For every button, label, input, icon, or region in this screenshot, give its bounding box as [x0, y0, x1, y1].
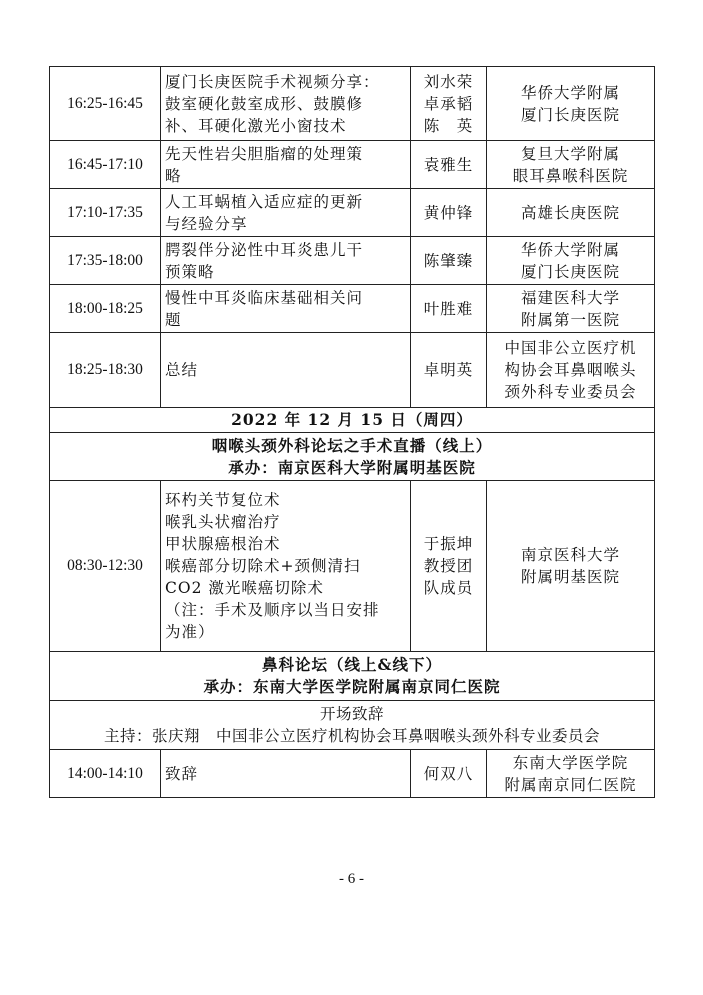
org-line: 构协会耳鼻咽喉头 — [504, 361, 637, 379]
topic-cell — [161, 333, 411, 408]
topic-cell — [161, 285, 411, 333]
schedule-table — [49, 66, 655, 798]
topic-line: 甲状腺癌根治术 — [165, 535, 281, 553]
topic-line: 厦门长庚医院手术视频分享： — [165, 72, 380, 91]
table-row — [50, 67, 655, 141]
org-line: 高雄长庚医院 — [520, 203, 620, 222]
org-line: 中国非公立医疗机 — [504, 339, 637, 357]
opening-chair: 主持：张庆翔 中国非公立医疗机构协会耳鼻咽喉头颈外科专业委员会 — [103, 727, 600, 745]
org-line: 附属南京同仁医院 — [504, 775, 637, 794]
topic-cell — [161, 481, 411, 652]
opening-remarks — [50, 701, 655, 750]
speaker-cell — [411, 333, 487, 408]
topic-cell — [161, 189, 411, 237]
forum-host: 承办：东南大学医学院附属南京同仁医院 — [203, 677, 501, 696]
date-header-row — [50, 408, 655, 433]
speaker-line: 教授团 — [423, 557, 474, 575]
topic-line: （注：手术及顺序以当日安排 — [165, 601, 380, 619]
table-row — [50, 189, 655, 237]
topic-cell — [161, 67, 411, 141]
speaker-cell — [411, 67, 487, 141]
speaker-cell — [411, 750, 487, 798]
speaker-line: 袁雅生 — [423, 155, 474, 174]
time-cell: 14:00-14:10 — [50, 750, 161, 798]
speaker-cell — [411, 141, 487, 189]
topic-line: 人工耳蜗植入适应症的更新 — [165, 192, 364, 211]
org-line: 颈外科专业委员会 — [504, 383, 637, 401]
time-cell: 18:00-18:25 — [50, 285, 161, 333]
topic-cell — [161, 141, 411, 189]
topic-line: 鼓室硬化鼓室成形、鼓膜修 — [165, 94, 364, 113]
topic-line: 喉癌部分切除术+颈侧清扫 — [165, 557, 361, 575]
org-line: 华侨大学附属 — [520, 240, 620, 259]
table-row — [50, 481, 655, 652]
topic-line: 与经验分享 — [165, 214, 248, 233]
topic-line: CO2 激光喉癌切除术 — [165, 579, 324, 597]
org-cell — [487, 67, 655, 141]
org-line: 厦门长庚医院 — [520, 262, 620, 281]
opening-row — [50, 701, 655, 750]
date-header: 2022 年 12 月 15 日（周四） — [50, 408, 655, 433]
topic-line: 环杓关节复位术 — [165, 491, 281, 509]
nose-forum-header — [50, 652, 655, 701]
forum-title: 咽喉头颈外科论坛之手术直播（线上） — [211, 435, 493, 455]
opening-title: 开场致辞 — [319, 705, 384, 723]
speaker-cell — [411, 237, 487, 285]
speaker-line: 黄仲锋 — [423, 203, 474, 222]
org-line: 附属明基医院 — [520, 568, 620, 586]
topic-cell — [161, 750, 411, 798]
org-line: 厦门长庚医院 — [520, 105, 620, 124]
topic-line: 预策略 — [165, 262, 215, 281]
topic-line: 为准） — [165, 623, 215, 641]
time-cell: 16:45-17:10 — [50, 141, 161, 189]
topic-line: 慢性中耳炎临床基础相关问 — [165, 288, 364, 307]
speaker-line: 陈 英 — [423, 116, 474, 135]
org-line: 东南大学医学院 — [512, 753, 629, 772]
org-line: 复旦大学附属 — [520, 144, 620, 163]
speaker-line: 于振坤 — [423, 535, 474, 553]
forum-header-row — [50, 652, 655, 701]
speaker-line: 刘水荣 — [423, 72, 474, 91]
forum-title: 鼻科论坛（线上&线下） — [262, 655, 442, 674]
org-line: 眼耳鼻喉科医院 — [512, 166, 629, 185]
org-cell — [487, 285, 655, 333]
speaker-line: 叶胜难 — [423, 299, 474, 318]
time-cell: 16:25-16:45 — [50, 67, 161, 141]
table-row — [50, 750, 655, 798]
table-row — [50, 333, 655, 408]
org-line: 华侨大学附属 — [520, 83, 620, 102]
speaker-cell — [411, 285, 487, 333]
org-cell — [487, 481, 655, 652]
table-row — [50, 237, 655, 285]
table-row — [50, 141, 655, 189]
time-cell: 08:30-12:30 — [50, 481, 161, 652]
topic-line: 先天性岩尖胆脂瘤的处理策 — [165, 144, 364, 163]
speaker-line: 卓明英 — [423, 361, 474, 379]
speaker-cell — [411, 481, 487, 652]
topic-line: 总结 — [165, 361, 199, 379]
speaker-line: 队成员 — [423, 579, 474, 597]
speaker-cell — [411, 189, 487, 237]
org-line: 福建医科大学 — [520, 288, 620, 307]
speaker-line: 何双八 — [423, 764, 474, 783]
forum-host: 承办：南京医科大学附属明基医院 — [228, 457, 476, 477]
time-cell: 17:10-17:35 — [50, 189, 161, 237]
topic-cell — [161, 237, 411, 285]
time-cell: 17:35-18:00 — [50, 237, 161, 285]
speaker-line: 陈肇臻 — [423, 251, 474, 270]
org-cell — [487, 189, 655, 237]
org-cell — [487, 750, 655, 798]
org-cell — [487, 141, 655, 189]
page-number: - 6 - — [339, 871, 364, 887]
org-line: 附属第一医院 — [520, 310, 620, 329]
topic-line: 致辞 — [165, 764, 199, 783]
time-cell: 18:25-18:30 — [50, 333, 161, 408]
org-cell — [487, 333, 655, 408]
topic-line: 略 — [165, 166, 182, 185]
org-cell — [487, 237, 655, 285]
throat-forum-header — [50, 433, 655, 481]
forum-header-row — [50, 433, 655, 481]
topic-line: 腭裂伴分泌性中耳炎患儿干 — [165, 240, 364, 259]
speaker-line: 卓承韬 — [423, 94, 474, 113]
org-line: 南京医科大学 — [520, 546, 620, 564]
table-row — [50, 285, 655, 333]
topic-line: 补、耳硬化激光小窗技术 — [165, 116, 347, 135]
topic-line: 喉乳头状瘤治疗 — [165, 513, 281, 531]
topic-line: 题 — [165, 310, 182, 329]
